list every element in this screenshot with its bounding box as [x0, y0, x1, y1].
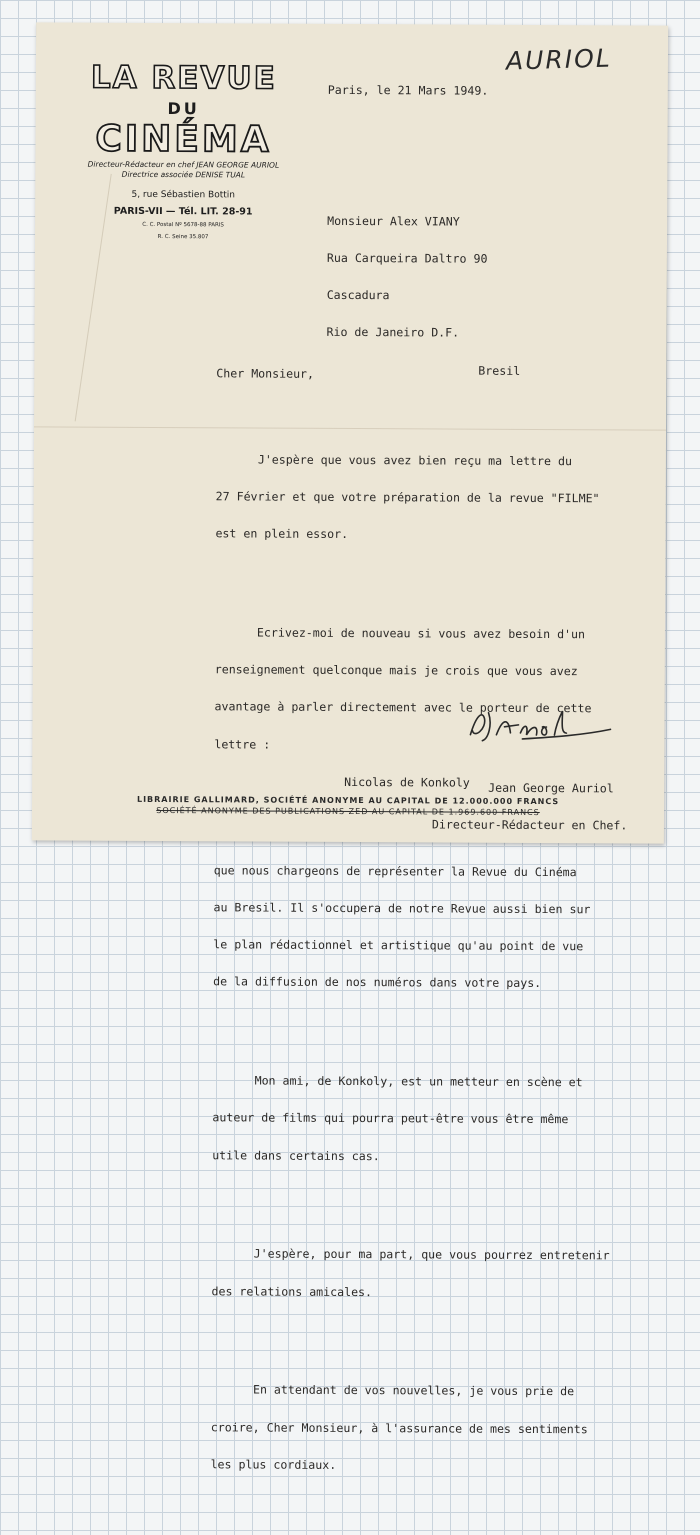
letter-body — [210, 403, 666, 1534]
paragraph-1 — [215, 428, 666, 567]
recipient-line: Cascadura — [326, 288, 390, 303]
body-line: les plus cordiaux. — [210, 1457, 337, 1472]
bearer-name: Nicolas de Konkoly — [344, 774, 470, 790]
signer-role: Directeur-Rédacteur en Chef. — [431, 817, 628, 833]
handwritten-annotation: AURIOL — [505, 43, 613, 76]
masthead-address: 5, rue Sébastien Bottin — [131, 189, 236, 201]
body-line: Ecrivez-moi de nouveau si vous avez besoin d'un — [256, 625, 586, 642]
body-line: avantage à parler directement avec le porteur de cette — [214, 699, 592, 716]
letter-date: Paris, le 21 Mars 1949. — [327, 82, 489, 98]
masthead-phone: PARIS-VII — Tél. LIT. 28-91 — [113, 205, 253, 218]
letterhead — [83, 61, 284, 242]
body-line: utile dans certains cas. — [212, 1147, 380, 1163]
paragraph-5 — [211, 1223, 662, 1325]
footer-line-1: LIBRAIRIE GALLIMARD, SOCIÉTÉ ANONYME AU CAPITAL DE 12.000.000 FRANCS — [136, 794, 560, 807]
body-line: des relations amicales. — [211, 1283, 373, 1299]
greeting: Cher Monsieur, — [216, 366, 315, 381]
body-line: 27 Février et que votre préparation de la revue "FILME" — [215, 489, 600, 506]
body-line: de la diffusion de nos numéros dans votre pays. — [213, 974, 542, 991]
body-line: lettre : — [214, 736, 271, 752]
footer-line-2: SOCIÉTÉ ANONYME DES PUBLICATIONS ZED AU CAPITAL DE 1.969.600 FRANCS — [156, 805, 540, 817]
paragraph-3 — [213, 839, 664, 1015]
recipient-line: Rua Carqueira Daltro 90 — [326, 250, 488, 266]
body-line: En attendant de vos nouvelles, je vous prie de — [252, 1382, 575, 1399]
paragraph-4 — [212, 1050, 663, 1189]
paragraph-6 — [210, 1359, 661, 1498]
masthead-title-du: DU — [167, 99, 200, 119]
body-line: renseignement quelconque mais je crois que vous avez — [214, 662, 578, 679]
signature-icon — [462, 705, 612, 746]
body-line: au Bresil. Il s'occupera de notre Revue aussi bien sur — [213, 900, 591, 917]
body-line: le plan rédactionnel et artistique qu'au point de vue — [213, 937, 584, 954]
signer-name: Jean George Auriol — [488, 780, 614, 796]
recipient-country: Bresil — [478, 363, 521, 378]
body-line: croire, Cher Monsieur, à l'assurance de mes sentiments — [210, 1419, 588, 1436]
recipient-line: Monsieur Alex VIANY — [327, 213, 460, 229]
body-line: auteur de films qui pourra peut-être vous être même — [212, 1110, 569, 1127]
body-line: Mon ami, de Konkoly, est un metteur en scène et — [254, 1073, 583, 1090]
masthead-title-line2: CINÉMA — [95, 118, 272, 161]
recipient-address — [326, 190, 521, 402]
masthead-associate: Directrice associée DENISE TUAL — [121, 169, 246, 180]
body-line: est en plein essor. — [215, 526, 349, 542]
masthead-title-line1: LA REVUE — [90, 59, 277, 97]
body-line: J'espère que vous avez bien reçu ma lettre du — [257, 452, 573, 468]
masthead-registry: R. C. Seine 35.807 — [157, 233, 209, 241]
letter-footer — [32, 794, 664, 817]
masthead-editor: Directeur-Rédacteur en chef JEAN GEORGE AURIOL — [87, 159, 280, 170]
masthead-postal: C. C. Postal Nº 5678-88 PARIS — [142, 221, 224, 229]
body-line: que nous chargeons de représenter la Revue du Cinéma — [213, 862, 577, 879]
recipient-line: Rio de Janeiro D.F. — [326, 325, 460, 341]
body-line: J'espère, pour ma part, que vous pourrez entretenir — [253, 1246, 610, 1263]
handwritten-signature — [462, 705, 612, 746]
letter-paper — [32, 22, 668, 1472]
